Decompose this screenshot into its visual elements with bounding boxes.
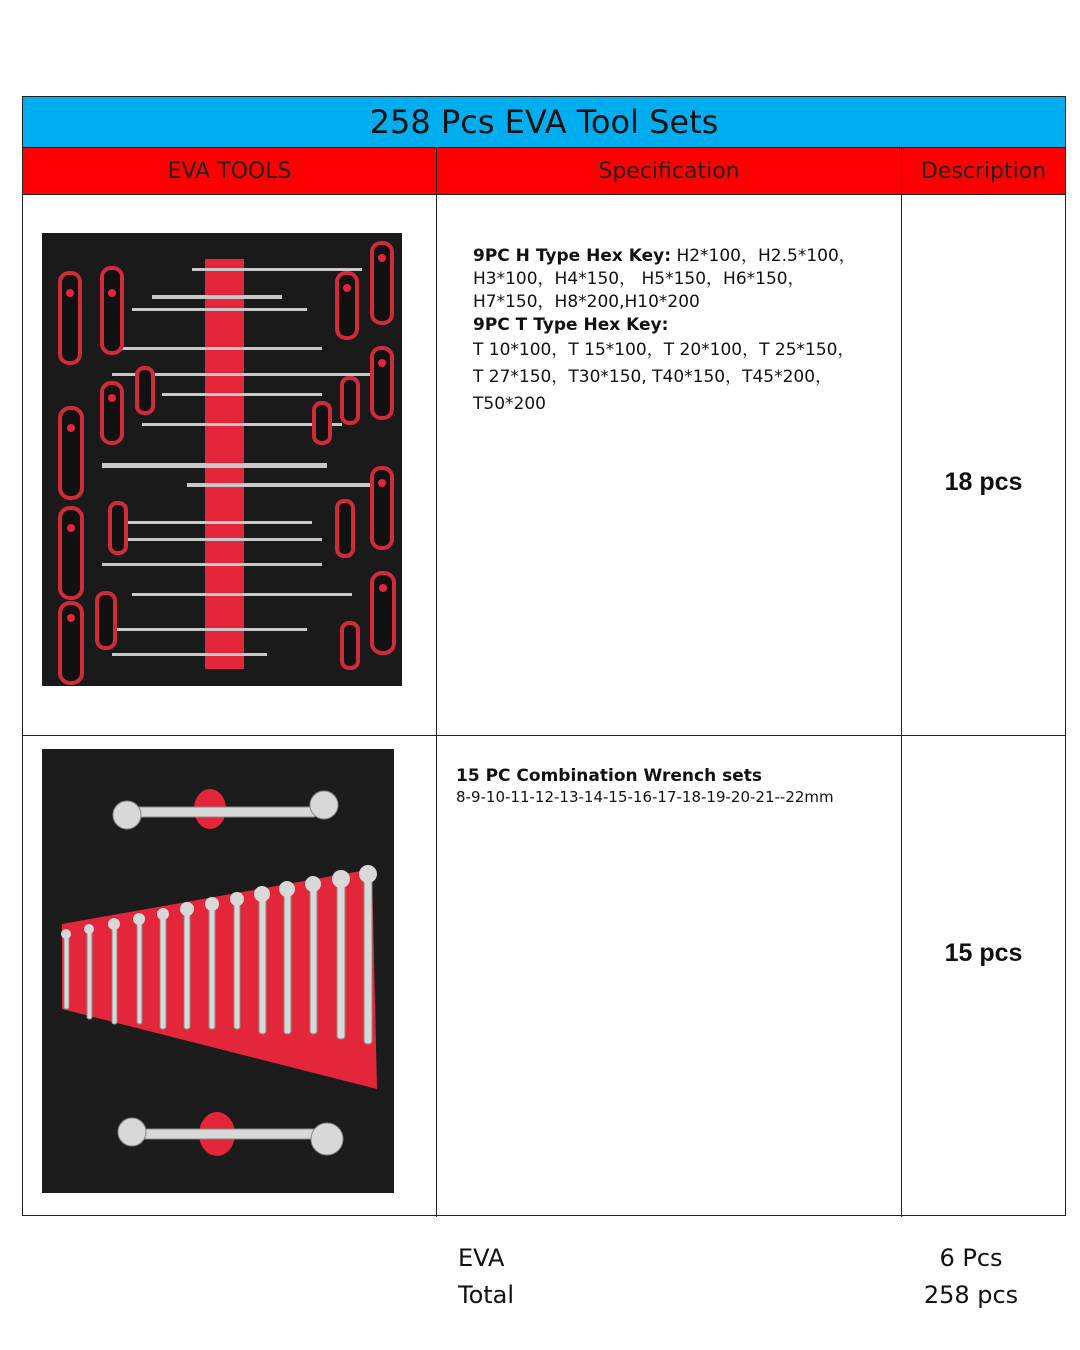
spec-title: 15 PC Combination Wrench sets (456, 766, 762, 786)
header-eva-tools: EVA TOOLS (167, 158, 292, 184)
header-row (23, 148, 1065, 195)
spec-line: H7*150，H8*200,H10*200 (473, 292, 700, 312)
spec-line: H3*100，H4*150， H5*150，H6*150， (473, 269, 805, 289)
wrench-specification (456, 765, 896, 807)
hex-key-description: 18 pcs (944, 468, 1023, 496)
spec-line: T 27*150，T30*150, T40*150，T45*200， (473, 367, 833, 387)
footer-total-value: 258 pcs (923, 1281, 1019, 1309)
wrench-description: 15 pcs (944, 939, 1023, 967)
table-title: 258 Pcs EVA Tool Sets (23, 97, 1065, 148)
tool-set-table (22, 96, 1066, 1216)
hex-key-tray-photo (42, 233, 402, 686)
header-description: Description (920, 158, 1047, 184)
column-divider (901, 148, 902, 1217)
wrench-tray-photo (42, 749, 394, 1193)
footer-total-label: Total (458, 1281, 515, 1309)
spec-line: T 10*100，T 15*100，T 20*100，T 25*150， (473, 340, 855, 360)
hex-key-specification (473, 245, 893, 418)
header-specification: Specification (598, 158, 740, 184)
column-divider (436, 148, 437, 1217)
spec-line: 9PC T Type Hex Key: (473, 315, 669, 335)
footer-eva-label: EVA (458, 1244, 505, 1272)
spec-sizes: 8-9-10-11-12-13-14-15-16-17-18-19-20-21--22mm (456, 788, 834, 806)
spec-line: T50*200 (473, 394, 546, 414)
spec-line: 9PC H Type Hex Key: H2*100，H2.5*100， (473, 246, 856, 266)
footer-eva-value: 6 Pcs (939, 1244, 1003, 1272)
row-divider (23, 735, 1065, 736)
